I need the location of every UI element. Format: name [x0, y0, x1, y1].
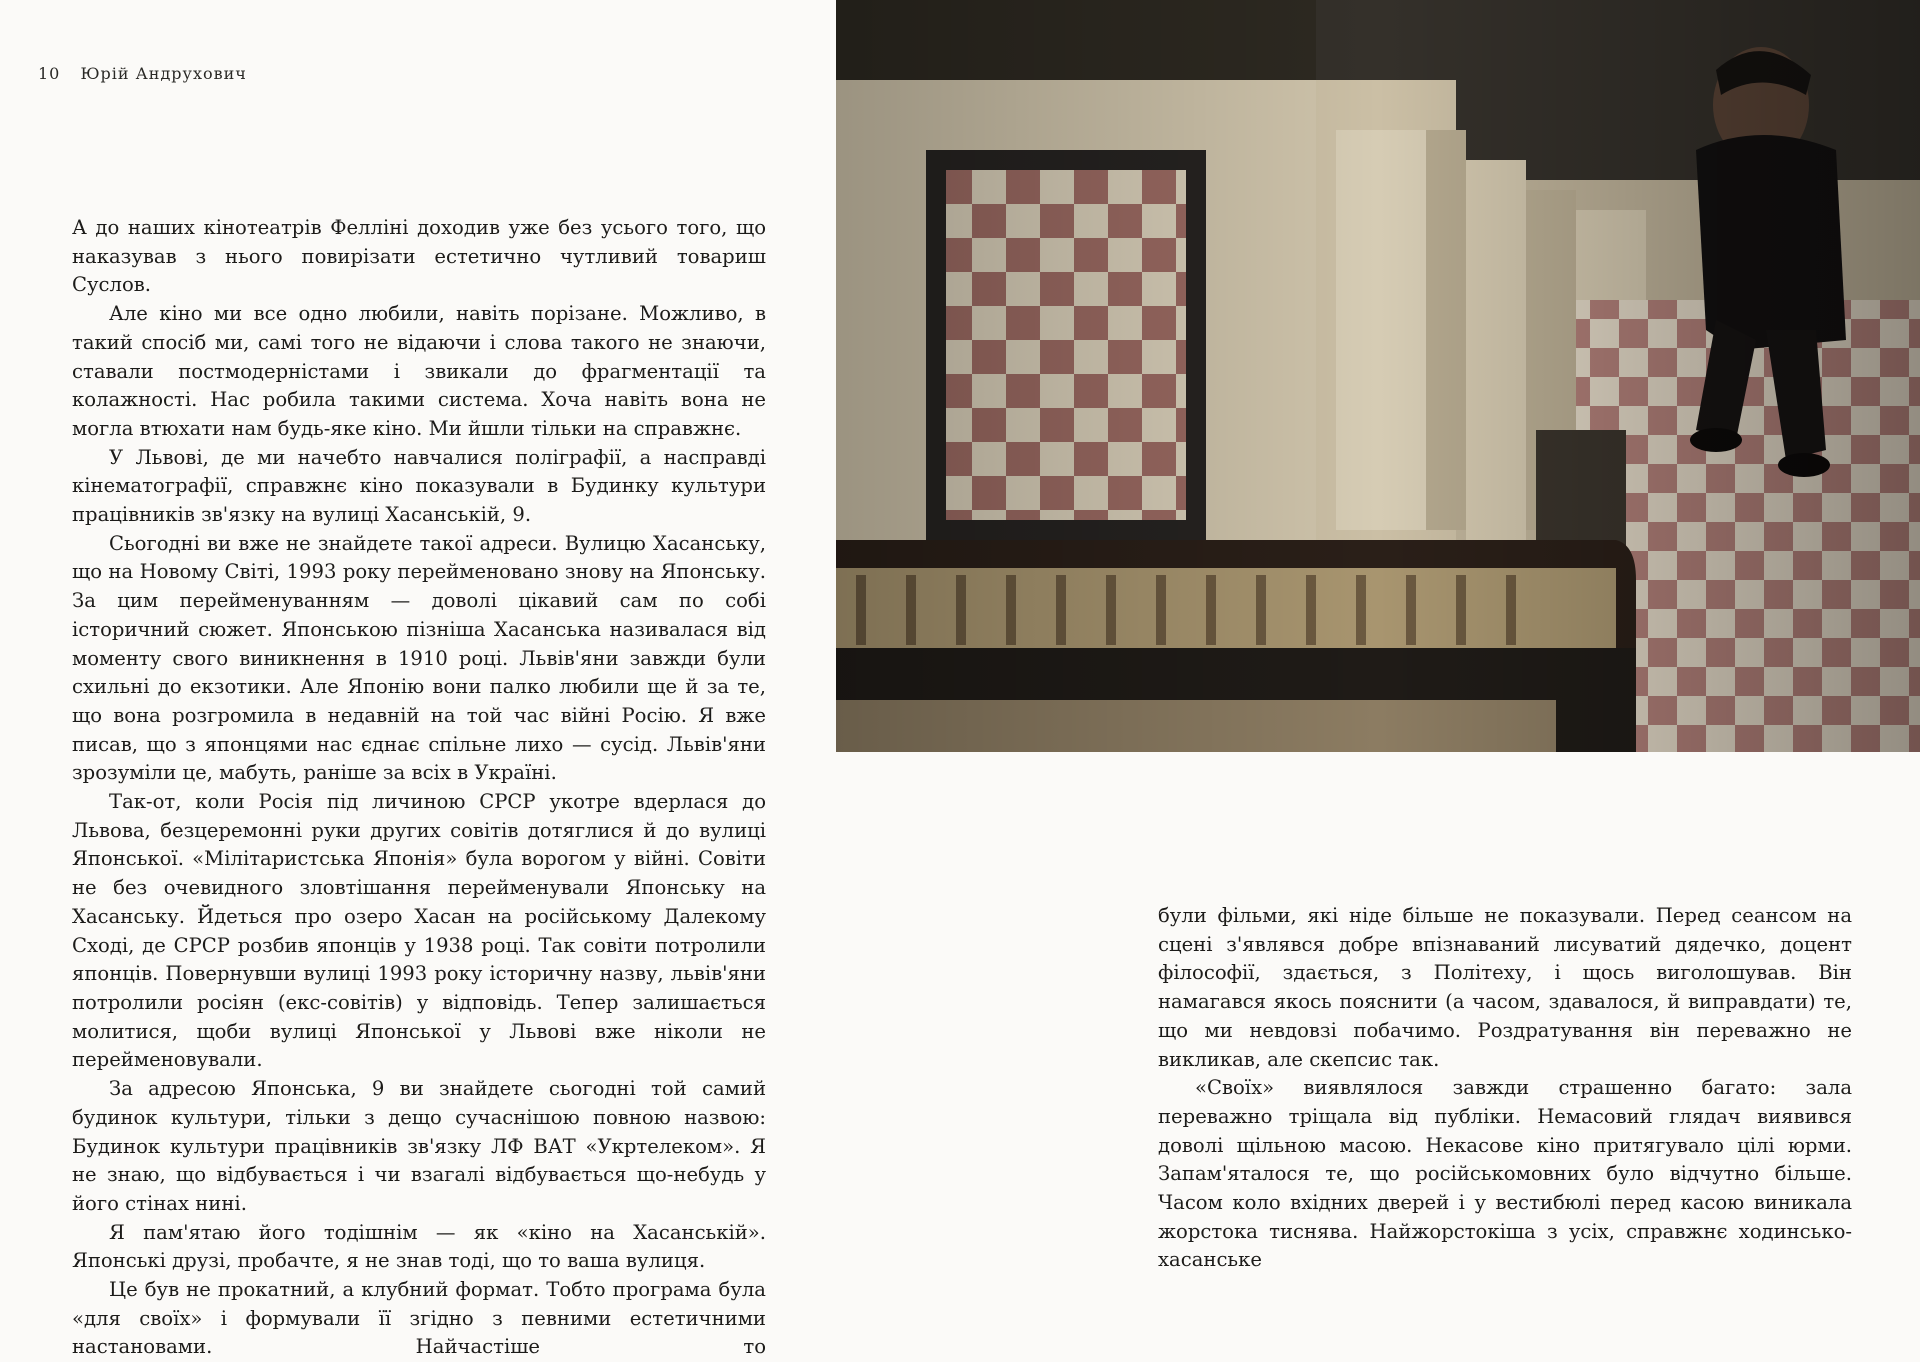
right-page — [832, 0, 1920, 1272]
page-number: 10 — [38, 64, 61, 83]
paragraph: Це був не прокатний, а клубний формат. Тобто програма була «для своїх» і формували її згідно з певними естетичними настановами. Найчастіше то — [72, 1278, 766, 1359]
running-header — [38, 64, 247, 83]
right-text-column — [1158, 902, 1852, 1275]
paragraph: У Львові, де ми начебто навчалися поліграфії, а насправді кінематографії, справжнє кіно показували в Будинку культури працівників зв'язку на вулиці Хасанській, 9. — [72, 445, 766, 527]
author-name: Юрій Андрухович — [80, 64, 247, 83]
paragraph: були фільми, які ніде більше не показували. Перед сеансом на сцені з'являвся добре впізнаваний лисуватий дядечко, доцент філософії, здається, з Політеху, і щось виголошував. Він намагався якось пояснити (а часом, здавалося, й виправдати) те, що ми невдовзі побачимо. Роздратування він переважно не викликав, але скепсис так. — [1158, 904, 1852, 1071]
paragraph: «Своїх» виявлялося завжди страшенно багато: зала переважно тріщала від публіки. Немасовий глядач виявився доволі щільною масою. Некасове кіно притягувало цілі юрми. Запам'яталося те, що російськомовних було відчутно більше. Часом коло вхідних дверей і у вестибюлі перед касою виникала жорстока тиснява. Найжорстокіша з усіх, справжнє ходинсько-хасанське — [1158, 1076, 1852, 1272]
paragraph: Я пам'ятаю його тодішнім — як «кіно на Хасанській». Японські друзі, пробачте, я не знав тоді, що то ваша вулиця. — [72, 1220, 766, 1273]
left-page — [0, 0, 832, 1359]
paragraph: Так-от, коли Росія під личиною СРСР укотре вдерлася до Львова, безцеремонні руки других совітів дотяглися й до вулиці Японської. «Мілітаристська Японія» була ворогом у війні. Совіти не без очевидного зловтішання перейменували Японську на Хасанську. Йдеться про озеро Хасан на російському Далекому Сході, де СРСР розбив японців у 1938 році. Так совіти потролили японців. Повернувши вулиці 1993 року історичну назву, львів'яни потролили росіян (екс-совітів) у відповідь. Тепер залишається молитися, щоби вулиці Японської у Львові вже ніколи не перейменовували. — [72, 790, 766, 1072]
paragraph: Сьогодні ви вже не знайдете такої адреси. Вулицю Хасанську, що на Новому Світі, 1993 року перейменовано знову на Японську. За цим перейменуванням — доволі цікавий сам по собі історичний сюжет. Японською пізніша Хасанська називалася від моменту свого виникнення в 1910 році. Львів'яни завжди були схильні до екзотики. Але Японію вони палко любили ще й за те, що вона розгромила в недавній на той час війні Росію. Я вже писав, що з японцями нас єднає спільне лихо — сусід. Львів'яни зрозуміли це, мабуть, раніше за всіх в Україні. — [72, 531, 766, 785]
paragraph: Але кіно ми все одно любили, навіть порізане. Можливо, в такий спосіб ми, самі того не відаючи і слова такого не знаючи, ставали постмодерністами і звикали до фрагментації та колажності. Нас робила такими система. Хоча навіть вона не могла втюхати нам будь-яке кіно. Ми йшли тільки на справжнє. — [72, 302, 766, 440]
paragraph: За адресою Японська, 9 ви знайдете сьогодні той самий будинок культури, тільки з дещо сучаснішою повною назвою: Будинок культури працівників зв'язку ЛФ ВАТ «Укртелеком». Я не знаю, що відбувається і чи взагалі відбувається що-небудь у його стінах нині. — [72, 1077, 766, 1215]
paragraph: А до наших кінотеатрів Фелліні доходив уже без усього того, що наказував з нього повирізати естетично чутливий товариш Суслов. — [72, 216, 766, 297]
left-text-column — [72, 214, 766, 1362]
